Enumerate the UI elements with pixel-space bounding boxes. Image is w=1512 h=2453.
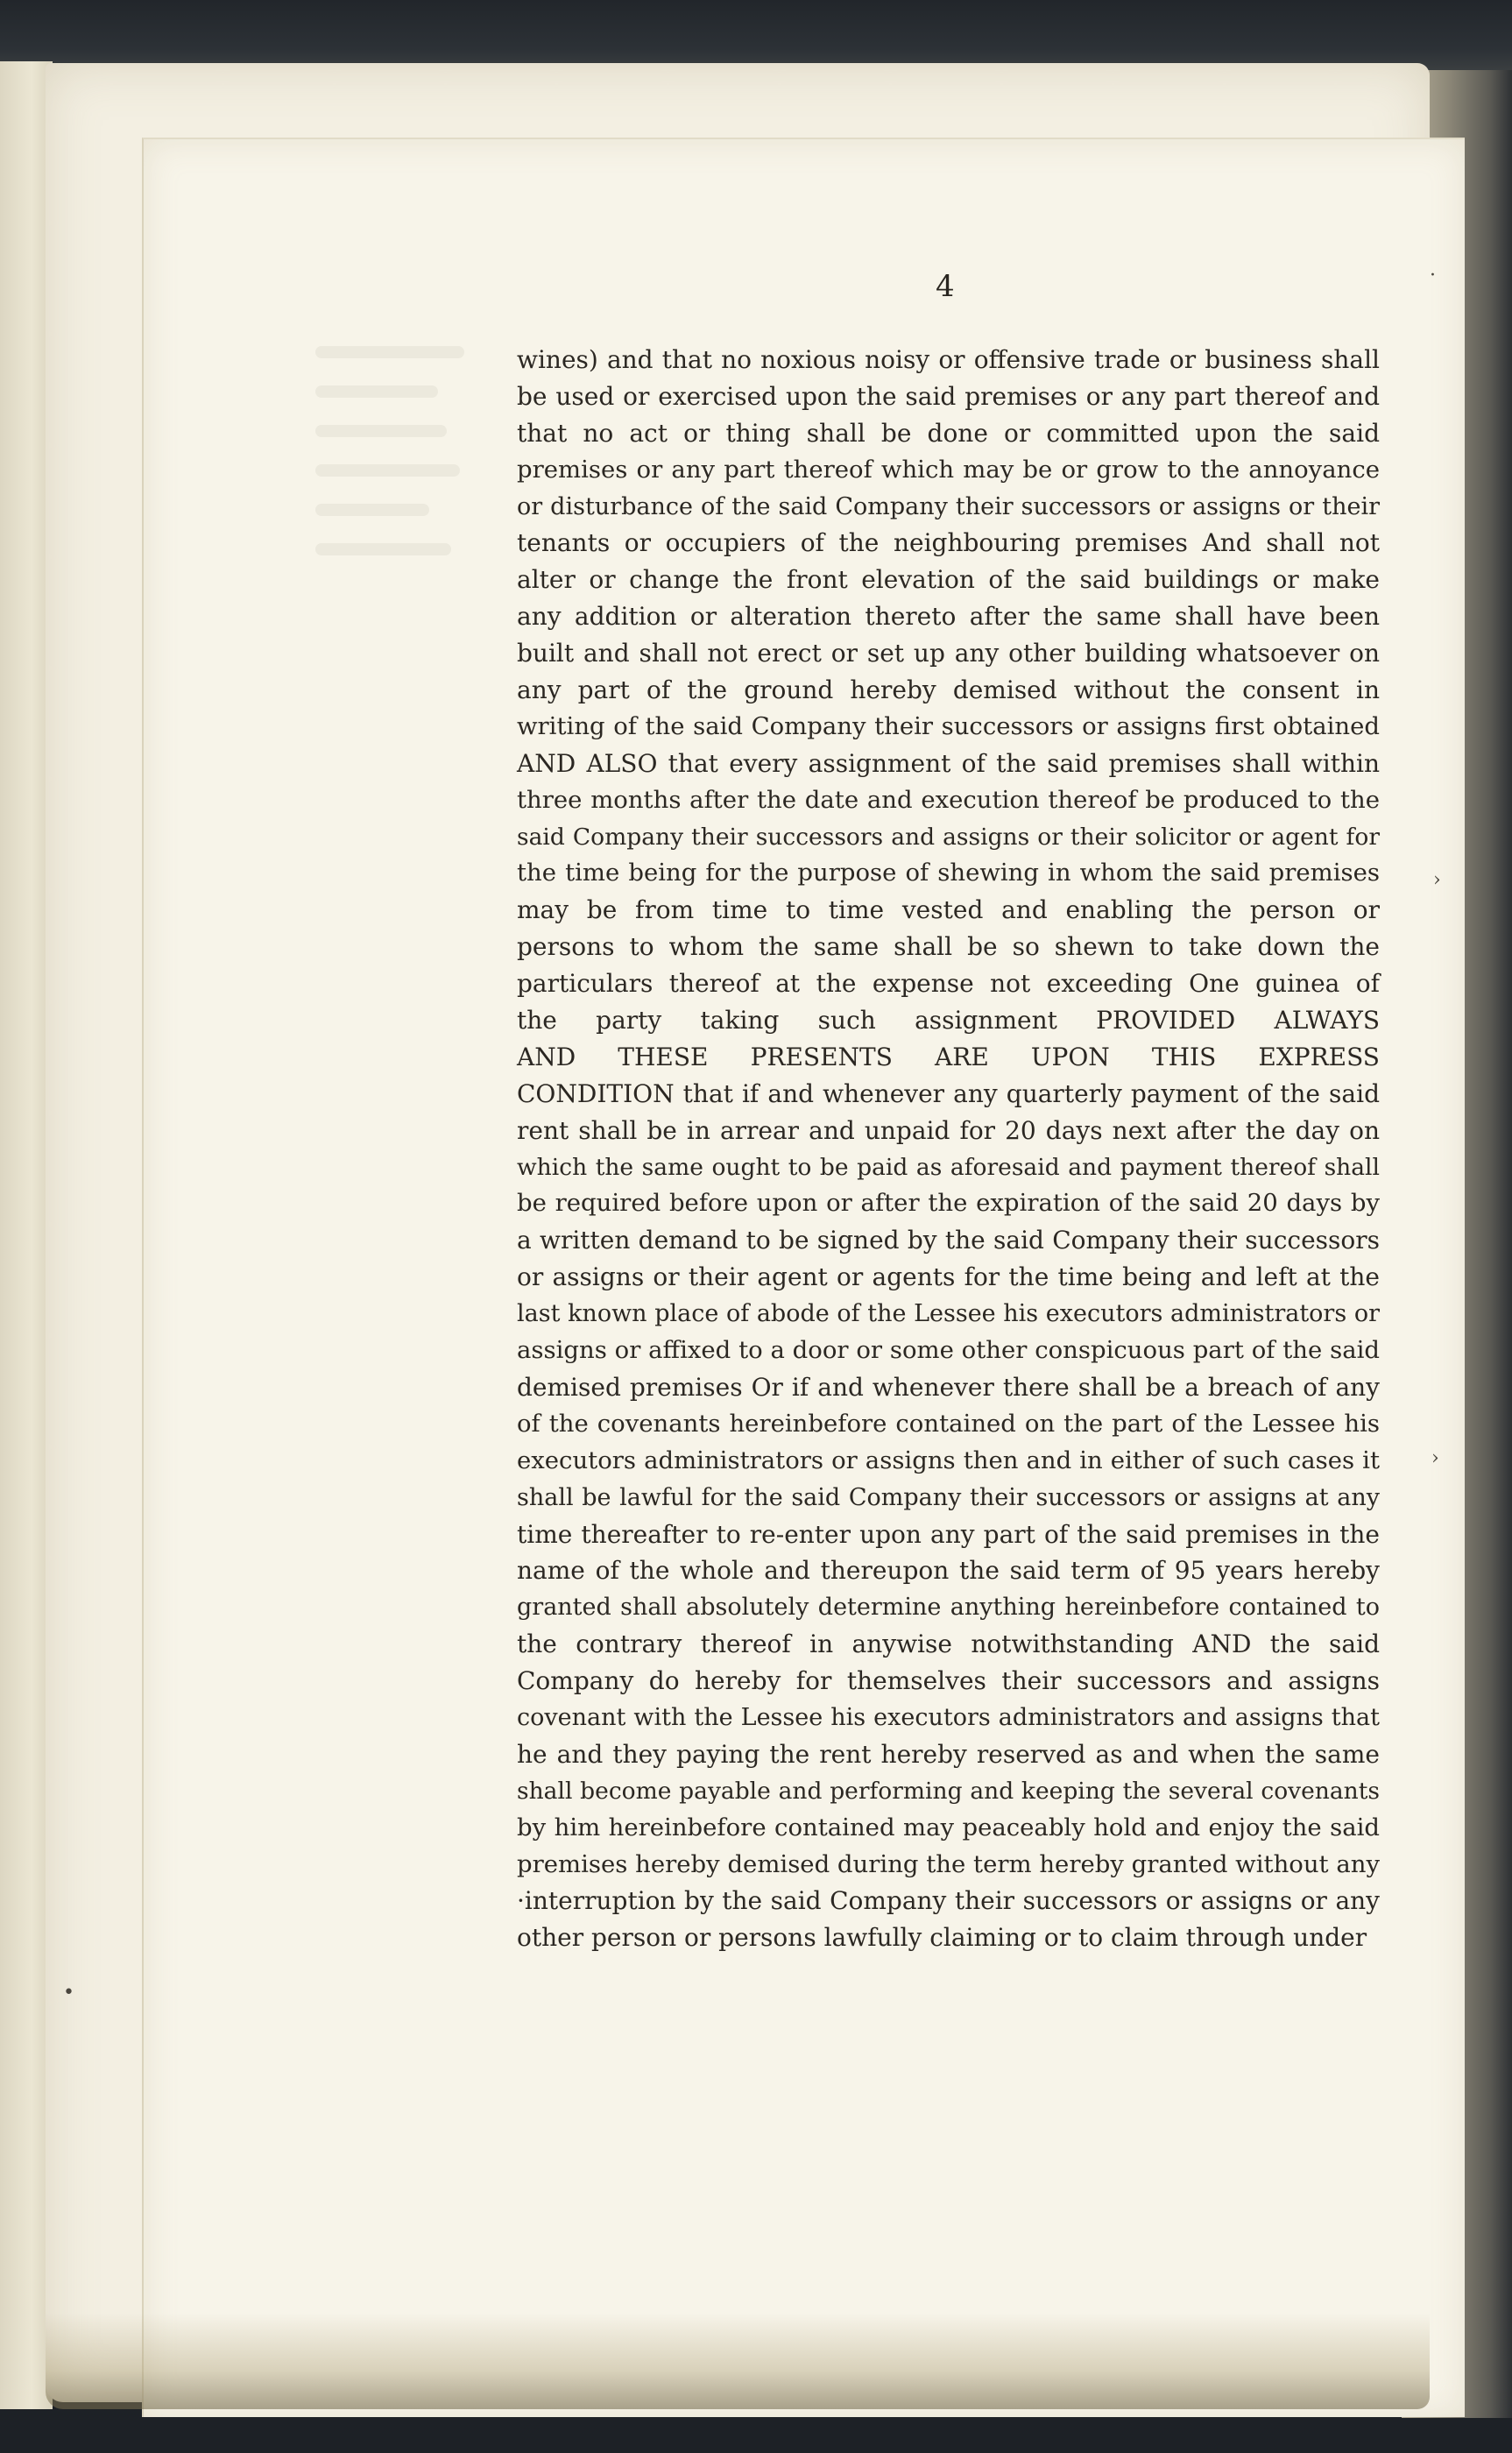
page-stain — [46, 2313, 1430, 2409]
text-line: writing of the said Company their successors or assigns first obtained — [517, 711, 1380, 740]
edge-mark: · — [1430, 265, 1436, 286]
text-line: particulars thereof at the expense not exceeding One guinea of — [517, 969, 1380, 999]
text-line: shall be lawful for the said Company their successors or assigns at any — [517, 1483, 1380, 1511]
text-line: granted shall absolutely determine anything hereinbefore contained to — [517, 1594, 1380, 1622]
text-line: ·interruption by the said Company their successors or assigns or any — [517, 1886, 1380, 1916]
text-line: last known place of abode of the Lessee his executors administrators or — [517, 1300, 1380, 1328]
book-binding-top — [0, 0, 1512, 70]
text-line: any part of the ground hereby demised without the consent in — [517, 675, 1380, 705]
text-line: which the same ought to be paid as aforesaid and payment thereof shall — [517, 1153, 1380, 1181]
text-line: name of the whole and thereupon the said term of 95 years hereby — [517, 1556, 1380, 1586]
text-line: said Company their successors and assigns or their solicitor or agent for — [517, 823, 1380, 851]
text-line: three months after the date and execution thereof be produced to the — [517, 785, 1380, 814]
text-line: alter or change the front elevation of the said buildings or make — [517, 565, 1380, 595]
show-through-text — [315, 385, 438, 398]
text-line: AND THESE PRESENTS ARE UPON THIS EXPRESS — [517, 1042, 1380, 1071]
text-line: demised premises Or if and whenever there shall be a breach of any — [517, 1372, 1380, 1402]
text-line: covenant with the Lessee his executors administrators and assigns that — [517, 1703, 1380, 1731]
edge-mark: › — [1431, 1447, 1439, 1469]
text-line: shall become payable and performing and keeping the several covenants — [517, 1777, 1380, 1805]
text-line: he and they paying the rent hereby reserved as and when the same — [517, 1739, 1380, 1769]
text-line: a written demand to be signed by the said Company their successors — [517, 1226, 1380, 1255]
show-through-text — [315, 425, 447, 437]
text-line: CONDITION that if and whenever any quarterly payment of the said — [517, 1078, 1380, 1108]
show-through-text — [315, 464, 460, 477]
text-line: persons to whom the same shall be so shewn to take down the — [517, 932, 1380, 962]
body-text — [517, 342, 1380, 1956]
text-line: by him hereinbefore contained may peaceably hold and enjoy the said — [517, 1813, 1380, 1842]
text-line: time thereafter to re-enter upon any part of the said premises in the — [517, 1519, 1380, 1549]
text-line: be required before upon or after the expiration of the said 20 days by — [517, 1189, 1380, 1218]
text-line: assigns or affixed to a door or some other conspicuous part of the said — [517, 1336, 1380, 1365]
text-line: may be from time to time vested and enabling the person or — [517, 895, 1380, 925]
text-line: executors administrators or assigns then and in either of such cases it — [517, 1446, 1380, 1474]
text-line: or disturbance of the said Company their successors or assigns or their — [517, 492, 1380, 520]
text-line: the contrary thereof in anywise notwithstanding AND the said — [517, 1629, 1380, 1659]
text-line: any addition or alteration thereto after the same shall have been — [517, 602, 1380, 632]
show-through-text — [315, 346, 464, 358]
text-line: tenants or occupiers of the neighbouring premises And shall not — [517, 528, 1380, 558]
text-line: the time being for the purpose of shewing in whom the said premises — [517, 859, 1380, 887]
text-line: built and shall not erect or set up any other building whatsoever on — [517, 639, 1380, 668]
edge-mark: • — [63, 1982, 74, 2004]
text-line: wines) and that no noxious noisy or offensive trade or business shall — [517, 345, 1380, 374]
text-line: premises or any part thereof which may be or grow to the annoyance — [517, 455, 1380, 484]
text-line: AND ALSO that every assignment of the said premises shall within — [517, 748, 1380, 778]
text-line: of the covenants hereinbefore contained on the part of the Lessee his — [517, 1409, 1380, 1438]
page-number: 4 — [936, 269, 955, 304]
show-through-text — [315, 504, 429, 516]
text-line: the party taking such assignment PROVIDED ALWAYS — [517, 1006, 1380, 1036]
text-line: rent shall be in arrear and unpaid for 20 days next after the day on — [517, 1115, 1380, 1145]
text-line: or assigns or their agent or agents for the time being and left at the — [517, 1262, 1380, 1292]
show-through-text — [315, 543, 451, 555]
edge-mark: › — [1433, 869, 1441, 891]
text-line: that no act or thing shall be done or committed upon the said — [517, 418, 1380, 448]
text-line: other person or persons lawfully claiming or to claim through under — [517, 1923, 1367, 1953]
text-line: premises hereby demised during the term hereby granted without any — [517, 1849, 1380, 1878]
text-line: Company do hereby for themselves their successors and assigns — [517, 1666, 1380, 1696]
text-line: be used or exercised upon the said premises or any part thereof and — [517, 381, 1380, 411]
previous-page-edge — [0, 61, 53, 2409]
